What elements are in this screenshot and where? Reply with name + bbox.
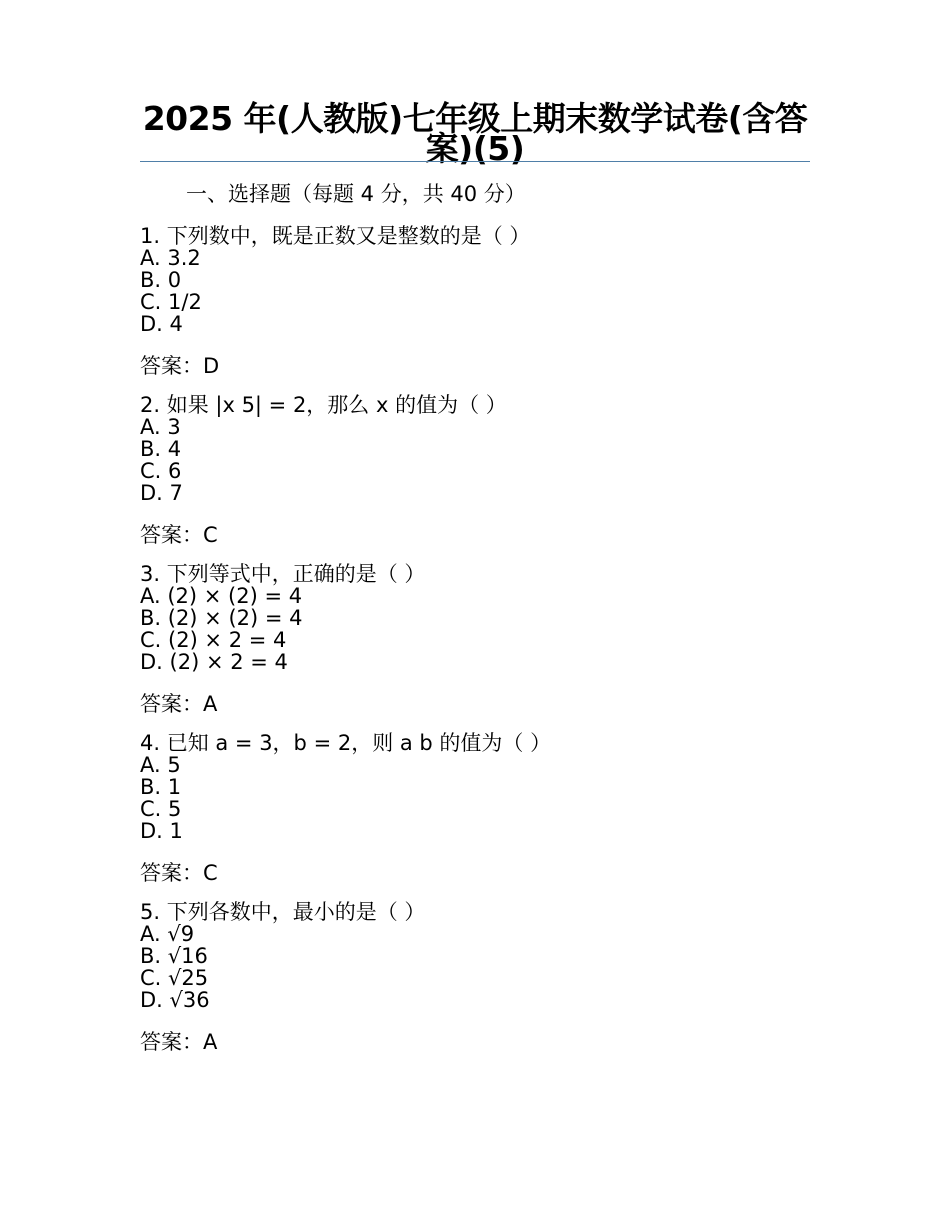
question-stem: 4. 已知 a = 3，b = 2，则 a b 的值为（ ） [140, 731, 552, 755]
question-option: B. (2) × (2) = 4 [140, 606, 303, 630]
question-answer: 答案：A [140, 692, 218, 716]
question-option: C. 1/2 [140, 290, 202, 314]
question-stem: 2. 如果 |x 5| = 2，那么 x 的值为（ ） [140, 393, 507, 417]
question-stem: 3. 下列等式中，正确的是（ ） [140, 562, 426, 586]
question-option: B. 1 [140, 775, 182, 799]
question-item [140, 563, 810, 719]
question-answer: 答案：C [140, 523, 218, 547]
question-option: A. 3 [140, 415, 181, 439]
question-option: B. √16 [140, 944, 208, 968]
question-option: A. 5 [140, 753, 181, 777]
question-answer: 答案：D [140, 354, 220, 378]
question-item [140, 225, 810, 381]
question-option: D. 4 [140, 312, 183, 336]
section-heading: 一、选择题（每题 4 分，共 40 分） [186, 182, 526, 206]
question-answer: 答案：C [140, 861, 218, 885]
question-stem: 5. 下列各数中，最小的是（ ） [140, 900, 426, 924]
title-underline [140, 161, 810, 162]
question-option: C. √25 [140, 966, 209, 990]
question-option: A. 3.2 [140, 246, 201, 270]
question-option: C. 6 [140, 459, 182, 483]
question-option: D. 1 [140, 819, 183, 843]
question-answer: 答案：A [140, 1030, 218, 1054]
question-option: D. (2) × 2 = 4 [140, 650, 288, 674]
question-list [140, 225, 810, 1070]
question-option: D. √36 [140, 988, 210, 1012]
question-option: D. 7 [140, 481, 183, 505]
question-stem: 1. 下列数中，既是正数又是整数的是（ ） [140, 224, 531, 248]
question-item [140, 394, 810, 550]
document-title: 2025 年(人教版)七年级上期末数学试卷(含答案)(5) [142, 99, 808, 168]
question-item [140, 901, 810, 1057]
question-option: C. 5 [140, 797, 182, 821]
question-option: A. √9 [140, 922, 195, 946]
question-option: B. 0 [140, 268, 182, 292]
question-option: C. (2) × 2 = 4 [140, 628, 287, 652]
question-item [140, 732, 810, 888]
question-option: A. (2) × (2) = 4 [140, 584, 303, 608]
question-option: B. 4 [140, 437, 182, 461]
